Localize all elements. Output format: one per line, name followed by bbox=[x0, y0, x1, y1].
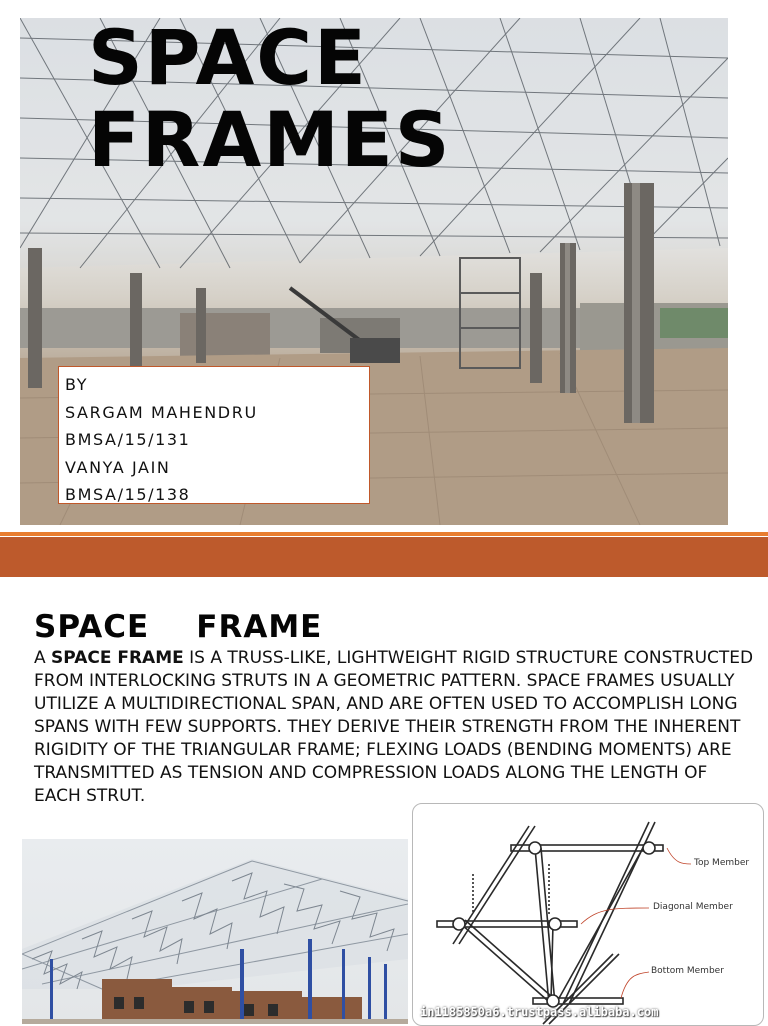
byline-id-1: BMSA/15/131 bbox=[65, 430, 191, 449]
definition-text bbox=[34, 647, 754, 808]
node-connection-diagram bbox=[413, 804, 763, 1025]
canopy-photo bbox=[22, 839, 408, 1024]
byline-author-2: VANYA JAIN bbox=[65, 457, 171, 477]
accent-bar-thin bbox=[0, 532, 768, 536]
space-frame-diagram bbox=[412, 803, 764, 1026]
byline-by: BY bbox=[65, 375, 89, 394]
label-top-member: Top Member bbox=[694, 858, 750, 868]
title-space: SPACE bbox=[88, 13, 368, 102]
byline-box bbox=[58, 366, 370, 504]
label-diagonal-member: Diagonal Member bbox=[653, 902, 733, 912]
label-bottom-member: Bottom Member bbox=[651, 966, 724, 976]
definition-term: SPACE FRAME bbox=[51, 648, 184, 668]
accent-bar bbox=[0, 537, 768, 577]
title-frames: FRAMES bbox=[88, 95, 452, 184]
canopy-photo-graphic bbox=[22, 839, 408, 1024]
byline-author-1: SARGAM MAHENDRU bbox=[65, 402, 258, 422]
definition-slide bbox=[0, 577, 768, 1024]
definition-rest: IS A TRUSS-LIKE, LIGHTWEIGHT RIGID STRUCTURE CONSTRUCTED FROM INTERLOCKING STRUTS IN A GEOMETRIC PATTERN. SPACE FRAMES USUALLY UTILIZE A MULTIDIRECTIONAL SPAN, AND ARE OFTEN USED TO ACCOMPLISH LONG SPANS WITH FEW SUPPORTS. THEY DERIVE THEIR STRENGTH FROM THE INHERENT RIGIDITY OF THE TRIANGULAR FRAME; FLEXING LOADS (BENDING MOMENTS) ARE TRANSMITTED AS TENSION AND COMPRESSION LOADS ALONG THE LENGTH OF EACH STRUT. bbox=[34, 648, 754, 806]
watermark-text: in1185850a6.trustpass.alibaba.com bbox=[420, 1005, 659, 1019]
byline-id-2: BMSA/15/138 bbox=[65, 485, 191, 504]
slide-heading: SPACE FRAME bbox=[34, 609, 323, 645]
definition-prefix: A bbox=[34, 648, 52, 668]
